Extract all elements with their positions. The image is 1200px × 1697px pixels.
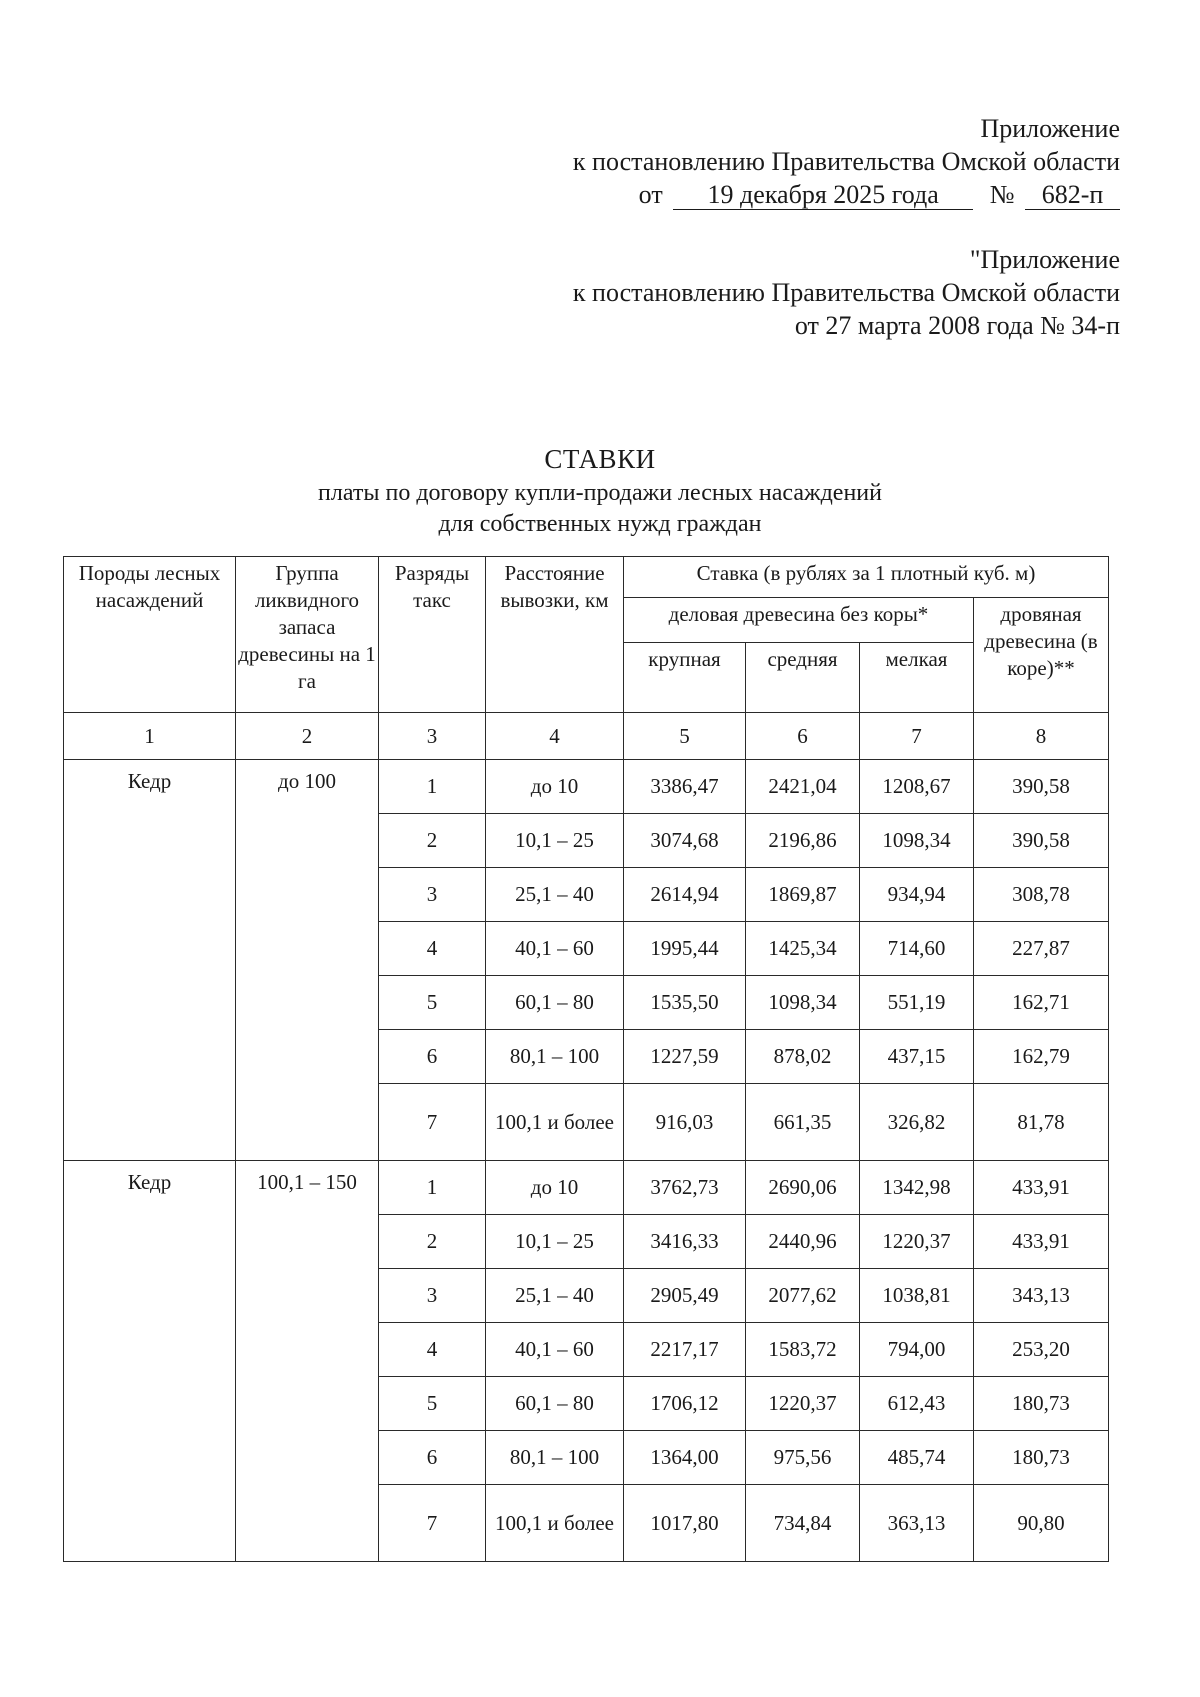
group-cell: 100,1 – 150	[236, 1161, 379, 1562]
title-main: СТАВКИ	[544, 444, 656, 474]
medium-cell: 2196,86	[746, 814, 860, 868]
column-number: 6	[746, 713, 860, 760]
rates-body	[64, 713, 1109, 1562]
medium-cell: 1583,72	[746, 1323, 860, 1377]
large-cell: 2614,94	[624, 868, 746, 922]
column-number: 5	[624, 713, 746, 760]
firewood-cell: 162,79	[974, 1030, 1109, 1084]
firewood-cell: 390,58	[974, 760, 1109, 814]
medium-cell: 2077,62	[746, 1269, 860, 1323]
firewood-cell: 253,20	[974, 1323, 1109, 1377]
rates-table	[63, 556, 1109, 1562]
firewood-cell: 390,58	[974, 814, 1109, 868]
large-cell: 1364,00	[624, 1431, 746, 1485]
firewood-cell: 343,13	[974, 1269, 1109, 1323]
distance-cell: 60,1 – 80	[486, 1377, 624, 1431]
header-distance: Расстояние вывозки, км	[486, 557, 624, 713]
large-cell: 1017,80	[624, 1485, 746, 1562]
original-annex-title: "Приложение	[969, 245, 1120, 274]
species-cell: Кедр	[64, 760, 236, 1161]
distance-cell: 100,1 и более	[486, 1485, 624, 1562]
annex-title: Приложение	[980, 114, 1120, 143]
tax-class-cell: 6	[379, 1431, 486, 1485]
small-cell: 1038,81	[860, 1269, 974, 1323]
firewood-cell: 227,87	[974, 922, 1109, 976]
distance-cell: 80,1 – 100	[486, 1431, 624, 1485]
header-rate: Ставка (в рублях за 1 плотный куб. м)	[624, 557, 1109, 598]
large-cell: 2217,17	[624, 1323, 746, 1377]
large-cell: 916,03	[624, 1084, 746, 1161]
tax-class-cell: 7	[379, 1485, 486, 1562]
firewood-cell: 81,78	[974, 1084, 1109, 1161]
column-number: 2	[236, 713, 379, 760]
column-numbers-row	[64, 713, 1109, 760]
distance-cell: 25,1 – 40	[486, 868, 624, 922]
large-cell: 1535,50	[624, 976, 746, 1030]
tax-class-cell: 6	[379, 1030, 486, 1084]
large-cell: 3416,33	[624, 1215, 746, 1269]
large-cell: 1995,44	[624, 922, 746, 976]
firewood-cell: 433,91	[974, 1215, 1109, 1269]
original-annex-date: от 27 марта 2008 года № 34-п	[794, 311, 1120, 340]
tax-class-cell: 5	[379, 976, 486, 1030]
title-line-2: платы по договору купли-продажи лесных насаждений	[318, 480, 882, 506]
tax-class-cell: 4	[379, 1323, 486, 1377]
large-cell: 1227,59	[624, 1030, 746, 1084]
medium-cell: 2690,06	[746, 1161, 860, 1215]
header-tax-class: Разряды такс	[379, 557, 486, 713]
distance-cell: 60,1 – 80	[486, 976, 624, 1030]
tax-class-cell: 4	[379, 922, 486, 976]
medium-cell: 661,35	[746, 1084, 860, 1161]
column-number: 7	[860, 713, 974, 760]
tax-class-cell: 2	[379, 814, 486, 868]
small-cell: 794,00	[860, 1323, 974, 1377]
decree-number: 682-п	[1025, 181, 1120, 210]
medium-cell: 2440,96	[746, 1215, 860, 1269]
species-cell: Кедр	[64, 1161, 236, 1562]
small-cell: 326,82	[860, 1084, 974, 1161]
distance-cell: 10,1 – 25	[486, 814, 624, 868]
from-label: от	[638, 180, 663, 209]
header-small: мелкая	[860, 643, 974, 713]
distance-cell: до 10	[486, 760, 624, 814]
distance-cell: 25,1 – 40	[486, 1269, 624, 1323]
header-business-wood: деловая древесина без коры*	[624, 598, 974, 643]
small-cell: 1220,37	[860, 1215, 974, 1269]
small-cell: 437,15	[860, 1030, 974, 1084]
annex-date-line	[573, 178, 1120, 211]
header-firewood: дровяная древесина (в коре)**	[974, 598, 1109, 713]
firewood-cell: 308,78	[974, 868, 1109, 922]
distance-cell: до 10	[486, 1161, 624, 1215]
tax-class-cell: 3	[379, 1269, 486, 1323]
distance-cell: 40,1 – 60	[486, 1323, 624, 1377]
tax-class-cell: 1	[379, 760, 486, 814]
small-cell: 363,13	[860, 1485, 974, 1562]
medium-cell: 878,02	[746, 1030, 860, 1084]
medium-cell: 1220,37	[746, 1377, 860, 1431]
large-cell: 3074,68	[624, 814, 746, 868]
document-title	[0, 440, 1200, 540]
distance-cell: 80,1 – 100	[486, 1030, 624, 1084]
small-cell: 1208,67	[860, 760, 974, 814]
large-cell: 1706,12	[624, 1377, 746, 1431]
medium-cell: 1098,34	[746, 976, 860, 1030]
tax-class-cell: 3	[379, 868, 486, 922]
large-cell: 3762,73	[624, 1161, 746, 1215]
decree-date: 19 декабря 2025 года	[673, 181, 973, 210]
tax-class-cell: 7	[379, 1084, 486, 1161]
column-number: 4	[486, 713, 624, 760]
firewood-cell: 90,80	[974, 1485, 1109, 1562]
header-group: Группа ликвидного запаса древесины на 1 га	[236, 557, 379, 713]
header-species: Породы лесных насаждений	[64, 557, 236, 713]
original-annex-subtitle: к постановлению Правительства Омской области	[572, 278, 1120, 307]
small-cell: 1342,98	[860, 1161, 974, 1215]
medium-cell: 734,84	[746, 1485, 860, 1562]
distance-cell: 40,1 – 60	[486, 922, 624, 976]
tax-class-cell: 5	[379, 1377, 486, 1431]
small-cell: 485,74	[860, 1431, 974, 1485]
table-row	[64, 1161, 1109, 1215]
header-medium: средняя	[746, 643, 860, 713]
original-annex-header	[573, 243, 1120, 342]
annex-subtitle: к постановлению Правительства Омской области	[572, 147, 1120, 176]
medium-cell: 1425,34	[746, 922, 860, 976]
column-number: 1	[64, 713, 236, 760]
column-number: 8	[974, 713, 1109, 760]
small-cell: 551,19	[860, 976, 974, 1030]
column-number: 3	[379, 713, 486, 760]
medium-cell: 2421,04	[746, 760, 860, 814]
tax-class-cell: 1	[379, 1161, 486, 1215]
tax-class-cell: 2	[379, 1215, 486, 1269]
small-cell: 612,43	[860, 1377, 974, 1431]
medium-cell: 1869,87	[746, 868, 860, 922]
number-label: №	[989, 180, 1015, 209]
firewood-cell: 180,73	[974, 1377, 1109, 1431]
firewood-cell: 162,71	[974, 976, 1109, 1030]
distance-cell: 10,1 – 25	[486, 1215, 624, 1269]
small-cell: 934,94	[860, 868, 974, 922]
annex-header	[573, 112, 1120, 211]
small-cell: 1098,34	[860, 814, 974, 868]
header-large: крупная	[624, 643, 746, 713]
title-line-3: для собственных нужд граждан	[438, 511, 762, 537]
large-cell: 3386,47	[624, 760, 746, 814]
distance-cell: 100,1 и более	[486, 1084, 624, 1161]
small-cell: 714,60	[860, 922, 974, 976]
firewood-cell: 180,73	[974, 1431, 1109, 1485]
medium-cell: 975,56	[746, 1431, 860, 1485]
firewood-cell: 433,91	[974, 1161, 1109, 1215]
table-row	[64, 760, 1109, 814]
group-cell: до 100	[236, 760, 379, 1161]
large-cell: 2905,49	[624, 1269, 746, 1323]
